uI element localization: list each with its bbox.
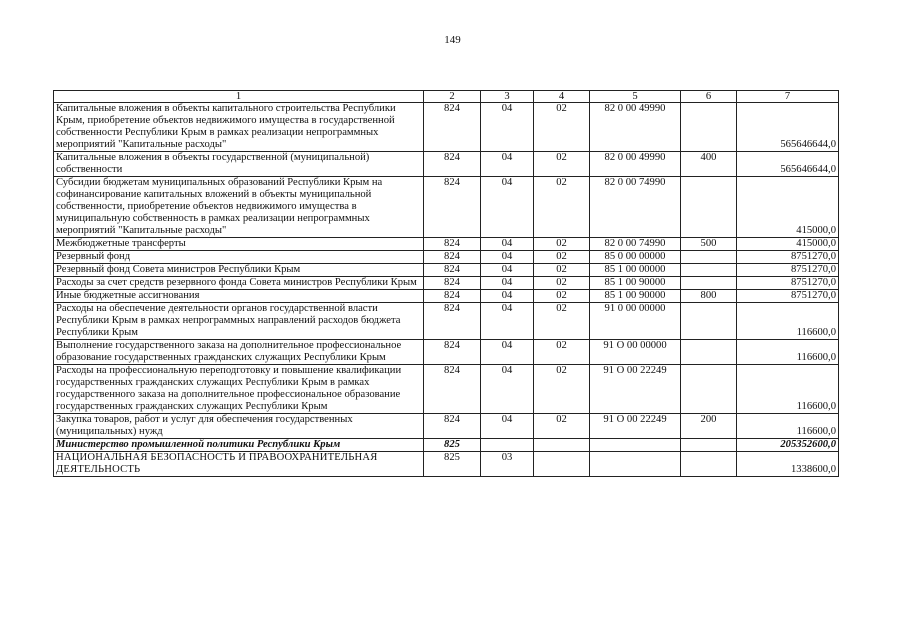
row-subsection-code: [534, 452, 590, 477]
row-description: Иные бюджетные ассигнования: [54, 290, 424, 303]
column-header: 7: [737, 91, 839, 103]
table-row: [54, 103, 839, 152]
row-description: Межбюджетные трансферты: [54, 238, 424, 251]
row-section-code: 04: [481, 303, 534, 340]
row-expense-type: 400: [681, 152, 737, 177]
row-subsection-code: 02: [534, 414, 590, 439]
row-ministry-code: 824: [424, 277, 481, 290]
row-subsection-code: 02: [534, 152, 590, 177]
row-section-code: 04: [481, 238, 534, 251]
table-row: [54, 365, 839, 414]
row-ministry-code: 824: [424, 414, 481, 439]
row-expense-type: 800: [681, 290, 737, 303]
row-description: Резервный фонд Совета министров Республики Крым: [54, 264, 424, 277]
row-description: Расходы на профессиональную переподготовку и повышение квалификации государственных гражданских служащих Республики Крым в рамках государственного заказа на дополнительное профессиональное образование государственных гражданских служащих Республики Крым: [54, 365, 424, 414]
row-subsection-code: 02: [534, 238, 590, 251]
row-section-code: 04: [481, 414, 534, 439]
table-row: [54, 340, 839, 365]
row-subsection-code: 02: [534, 340, 590, 365]
row-section-code: 04: [481, 365, 534, 414]
column-header: 6: [681, 91, 737, 103]
row-amount: 8751270,0: [737, 290, 839, 303]
table-row: [54, 264, 839, 277]
column-header: 2: [424, 91, 481, 103]
row-subsection-code: 02: [534, 290, 590, 303]
row-expense-type: [681, 340, 737, 365]
row-ministry-code: 824: [424, 264, 481, 277]
row-ministry-code: 824: [424, 365, 481, 414]
row-expense-type: [681, 177, 737, 238]
row-amount: 415000,0: [737, 177, 839, 238]
row-subsection-code: 02: [534, 277, 590, 290]
row-subsection-code: 02: [534, 303, 590, 340]
row-amount: 116600,0: [737, 365, 839, 414]
row-expense-type: [681, 264, 737, 277]
row-target-article: 85 1 00 90000: [590, 290, 681, 303]
row-ministry-code: 824: [424, 177, 481, 238]
row-description: Субсидии бюджетам муниципальных образований Республики Крым на софинансирование капитальных вложений в объекты муниципальной собственности, приобретение объектов недвижимого имущества в муниципальную собственность в рамках реализации непрограммных мероприятий "Капитальные расходы": [54, 177, 424, 238]
row-target-article: [590, 439, 681, 452]
table-row: [54, 414, 839, 439]
row-section-code: 04: [481, 340, 534, 365]
row-amount: 8751270,0: [737, 277, 839, 290]
row-subsection-code: 02: [534, 103, 590, 152]
row-section-code: 04: [481, 251, 534, 264]
row-target-article: [590, 452, 681, 477]
row-target-article: 82 0 00 74990: [590, 177, 681, 238]
table-row: [54, 238, 839, 251]
row-expense-type: 200: [681, 414, 737, 439]
row-ministry-code: 824: [424, 290, 481, 303]
row-subsection-code: 02: [534, 264, 590, 277]
table-row: [54, 439, 839, 452]
row-expense-type: [681, 452, 737, 477]
row-target-article: 91 О 00 00000: [590, 340, 681, 365]
row-amount: 8751270,0: [737, 264, 839, 277]
row-amount: 565646644,0: [737, 152, 839, 177]
table-row: [54, 152, 839, 177]
table-row: [54, 251, 839, 264]
row-description: Закупка товаров, работ и услуг для обеспечения государственных (муниципальных) нужд: [54, 414, 424, 439]
row-section-code: 04: [481, 177, 534, 238]
budget-table: [53, 90, 839, 477]
row-target-article: 91 О 00 22249: [590, 365, 681, 414]
row-expense-type: [681, 251, 737, 264]
column-header: 5: [590, 91, 681, 103]
row-amount: 116600,0: [737, 340, 839, 365]
row-target-article: 82 0 00 49990: [590, 103, 681, 152]
row-section-code: 04: [481, 290, 534, 303]
table-row: [54, 177, 839, 238]
row-target-article: 85 1 00 00000: [590, 264, 681, 277]
row-expense-type: [681, 277, 737, 290]
row-amount: 205352600,0: [737, 439, 839, 452]
row-description: НАЦИОНАЛЬНАЯ БЕЗОПАСНОСТЬ И ПРАВООХРАНИТЕЛЬНАЯ ДЕЯТЕЛЬНОСТЬ: [54, 452, 424, 477]
table-header-row: [54, 91, 839, 103]
column-header: 3: [481, 91, 534, 103]
row-ministry-code: 824: [424, 340, 481, 365]
table-row: [54, 277, 839, 290]
column-header: 4: [534, 91, 590, 103]
row-ministry-code: 824: [424, 103, 481, 152]
row-description: Министерство промышленной политики Республики Крым: [54, 439, 424, 452]
row-section-code: [481, 439, 534, 452]
row-target-article: 82 0 00 74990: [590, 238, 681, 251]
page-number: 149: [444, 34, 461, 46]
row-subsection-code: [534, 439, 590, 452]
row-section-code: 04: [481, 103, 534, 152]
row-subsection-code: 02: [534, 251, 590, 264]
row-subsection-code: 02: [534, 365, 590, 414]
row-expense-type: [681, 439, 737, 452]
row-amount: 565646644,0: [737, 103, 839, 152]
column-header: 1: [54, 91, 424, 103]
row-ministry-code: 824: [424, 303, 481, 340]
row-target-article: 82 0 00 49990: [590, 152, 681, 177]
row-expense-type: [681, 103, 737, 152]
row-description: Резервный фонд: [54, 251, 424, 264]
table-row: [54, 452, 839, 477]
row-description: Расходы за счет средств резервного фонда Совета министров Республики Крым: [54, 277, 424, 290]
row-section-code: 04: [481, 277, 534, 290]
row-expense-type: [681, 365, 737, 414]
row-expense-type: 500: [681, 238, 737, 251]
row-target-article: 91 0 00 00000: [590, 303, 681, 340]
row-amount: 1338600,0: [737, 452, 839, 477]
row-amount: 116600,0: [737, 414, 839, 439]
row-ministry-code: 824: [424, 238, 481, 251]
row-description: Капитальные вложения в объекты капитального строительства Республики Крым, приобретение объектов недвижимого имущества в государственной собственности Республики Крым в рамках реализации непрограммных мероприятий "Капитальные расходы": [54, 103, 424, 152]
row-description: Выполнение государственного заказа на дополнительное профессиональное образование государственных гражданских служащих Республики Крым: [54, 340, 424, 365]
row-ministry-code: 824: [424, 152, 481, 177]
row-target-article: 91 О 00 22249: [590, 414, 681, 439]
table-row: [54, 290, 839, 303]
row-description: Расходы на обеспечение деятельности органов государственной власти Республики Крым в рамках непрограммных направлений расходов бюджета Республики Крым: [54, 303, 424, 340]
row-subsection-code: 02: [534, 177, 590, 238]
row-amount: 415000,0: [737, 238, 839, 251]
row-section-code: 04: [481, 264, 534, 277]
row-amount: 8751270,0: [737, 251, 839, 264]
row-target-article: 85 0 00 00000: [590, 251, 681, 264]
row-ministry-code: 825: [424, 439, 481, 452]
row-description: Капитальные вложения в объекты государственной (муниципальной) собственности: [54, 152, 424, 177]
table-row: [54, 303, 839, 340]
row-section-code: 04: [481, 152, 534, 177]
row-target-article: 85 1 00 90000: [590, 277, 681, 290]
row-ministry-code: 825: [424, 452, 481, 477]
row-amount: 116600,0: [737, 303, 839, 340]
row-section-code: 03: [481, 452, 534, 477]
row-ministry-code: 824: [424, 251, 481, 264]
row-expense-type: [681, 303, 737, 340]
